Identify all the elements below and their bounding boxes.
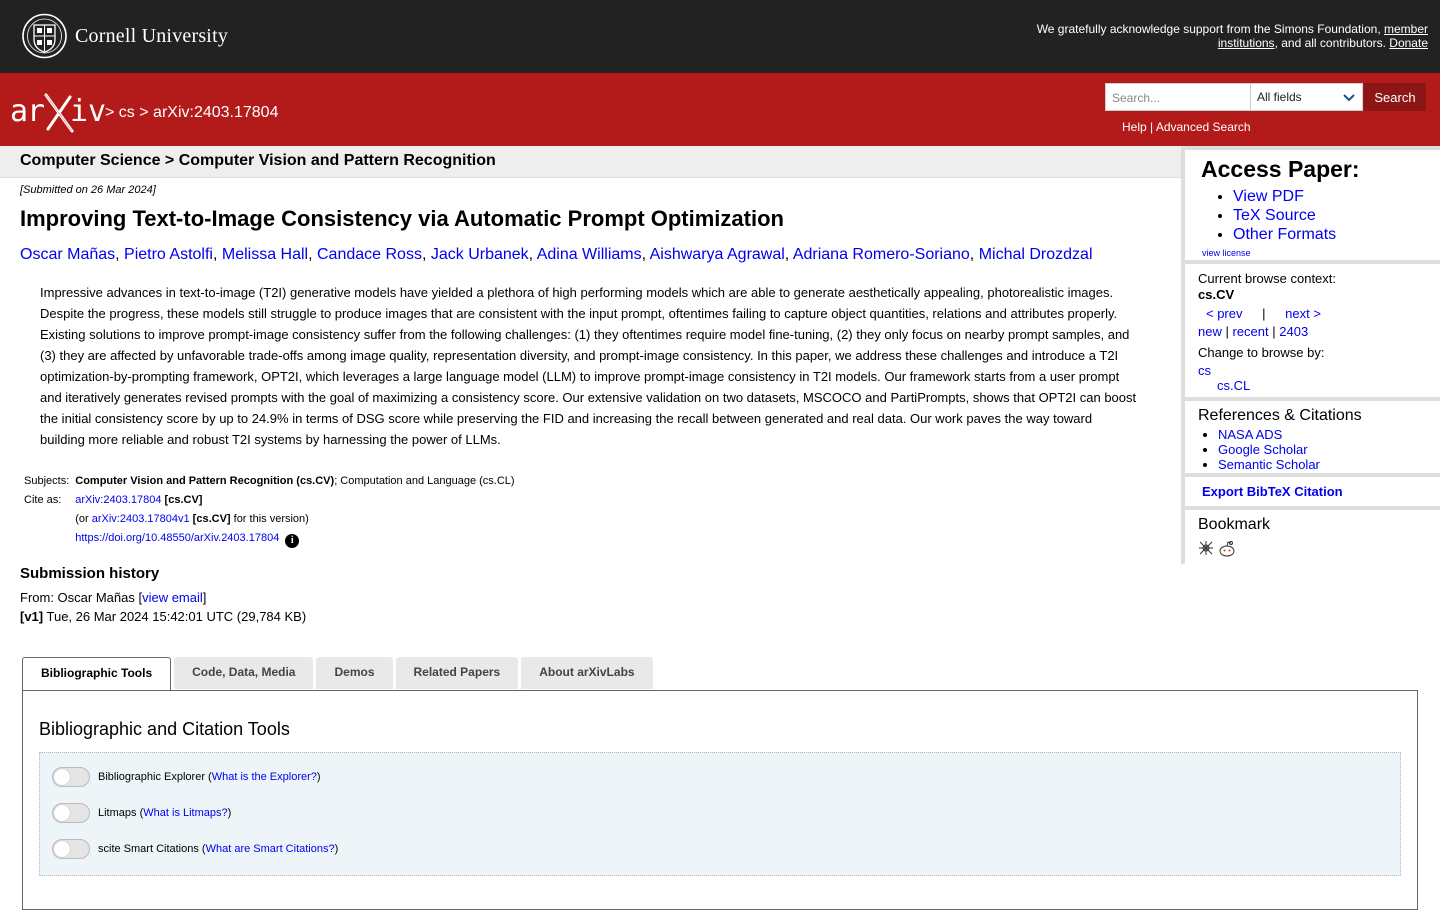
scite-info-link[interactable]: What are Smart Citations?	[205, 843, 335, 855]
tools-list	[39, 752, 1401, 876]
tab-demos[interactable]: Demos	[316, 657, 392, 689]
svg-text:iv: iv	[70, 94, 107, 129]
author-link[interactable]: Michal Drozdzal	[978, 246, 1093, 263]
paper-title: Improving Text-to-Image Consistency via Automatic Prompt Optimization	[20, 206, 784, 231]
browse-context-box: Current browse context: cs.CV < prev | next > new | recent | 2403 Change to browse by: cs cs.CL	[1185, 264, 1440, 397]
cite-label: Cite as:	[24, 494, 62, 506]
search-field-value: All fields	[1257, 90, 1302, 104]
litmaps-info-link[interactable]: What is Litmaps?	[143, 807, 228, 819]
subjects-row	[22, 472, 517, 491]
advanced-search-link[interactable]: Advanced Search	[1155, 120, 1251, 134]
version-v1-line: [v1] Tue, 26 Mar 2024 15:42:01 UTC (29,784 KB)	[20, 609, 307, 624]
author-link[interactable]: Oscar Mañas	[20, 246, 116, 263]
access-paper-box	[1185, 150, 1440, 260]
doi-link[interactable]: https://doi.org/10.48550/arXiv.2403.17804	[75, 532, 280, 544]
bibsonomy-icon[interactable]	[1198, 540, 1214, 556]
tool-row-explorer: Bibliographic Explorer ( What is the Explorer? )	[52, 767, 321, 787]
browse-context-value: cs.CV	[1198, 287, 1235, 302]
tools-heading: Bibliographic and Citation Tools	[39, 719, 290, 739]
main-content	[0, 146, 1182, 624]
help-link[interactable]: Help	[1122, 120, 1147, 134]
authors-list: Oscar Mañas, Pietro Astolfi, Melissa Hall, Candace Ross, Jack Urbanek, Adina Williams, Aishwarya Agrawal, Adriana Romero-Soriano, Michal Drozdzal	[20, 246, 1093, 263]
recent-link[interactable]: recent	[1232, 324, 1269, 339]
submitter-line: From: Oscar Mañas [view email]	[20, 590, 207, 605]
submission-dateline: [Submitted on 26 Mar 2024]	[20, 184, 156, 196]
support-acknowledgement: We gratefully acknowledge support from the Simons Foundation, member institutions, and all contributors. Donate	[1036, 22, 1428, 50]
change-browse-label: Change to browse by:	[1198, 345, 1325, 360]
cornell-header	[0, 0, 1440, 73]
reddit-icon[interactable]	[1218, 540, 1236, 558]
arxiv-header	[0, 73, 1440, 146]
references-title: References & Citations	[1198, 407, 1362, 424]
tex-source-link[interactable]: TeX Source	[1233, 207, 1316, 224]
tab-related-papers[interactable]: Related Papers	[396, 657, 519, 689]
export-bibtex-link[interactable]: Export BibTeX Citation	[1202, 484, 1343, 499]
subjects-value: Computer Vision and Pattern Recognition (cs.CV); Computation and Language (cs.CL)	[75, 475, 515, 487]
bookmark-box	[1185, 510, 1440, 568]
search-help-links: Help | Advanced Search	[1122, 120, 1251, 134]
view-pdf-link[interactable]: View PDF	[1233, 188, 1304, 205]
author-link[interactable]: Candace Ross	[317, 246, 422, 263]
search-form	[1105, 83, 1426, 111]
author-link[interactable]: Melissa Hall	[221, 246, 309, 263]
nasa-ads-link[interactable]: NASA ADS	[1218, 427, 1283, 442]
search-button[interactable]: Search	[1364, 83, 1426, 111]
export-box	[1185, 477, 1440, 506]
bibliographic-explorer-toggle[interactable]	[52, 767, 90, 787]
tool-row-scite: scite Smart Citations ( What are Smart Citations? )	[52, 839, 338, 859]
access-links	[1233, 187, 1427, 244]
access-paper-title: Access Paper:	[1201, 156, 1360, 182]
cornell-name: Cornell University	[75, 24, 229, 47]
google-scholar-link[interactable]: Google Scholar	[1218, 442, 1308, 457]
browse-cscl-link[interactable]: cs.CL	[1217, 378, 1251, 393]
other-formats-link[interactable]: Other Formats	[1233, 226, 1337, 243]
member-institutions-link[interactable]: member institutions	[1217, 22, 1428, 50]
cornell-logo[interactable]	[22, 13, 228, 59]
author-link[interactable]: Adriana Romero-Soriano	[792, 246, 970, 263]
cornell-seal-icon	[22, 13, 67, 59]
references-box	[1185, 401, 1440, 473]
view-email-link[interactable]: view email	[142, 590, 203, 605]
subjects-label: Subjects:	[24, 475, 70, 487]
browse-cs-link[interactable]: cs	[1198, 363, 1211, 378]
author-link[interactable]: Aishwarya Agrawal	[649, 246, 785, 263]
search-input[interactable]: Search...	[1105, 83, 1251, 111]
chevron-down-icon	[1342, 90, 1356, 104]
next-link[interactable]: next >	[1285, 306, 1321, 321]
cite-version-link[interactable]: arXiv:2403.17804v1	[91, 513, 190, 525]
prev-link[interactable]: < prev	[1206, 306, 1243, 321]
arxiv-logo[interactable]	[10, 93, 107, 138]
month-link[interactable]: 2403	[1279, 324, 1309, 339]
tool-row-litmaps: Litmaps ( What is Litmaps? )	[52, 803, 231, 823]
author-link[interactable]: Jack Urbanek	[430, 246, 529, 263]
arxiv-logo-icon	[10, 93, 107, 133]
author-link[interactable]: Adina Williams	[536, 246, 642, 263]
metadata-table	[20, 472, 519, 551]
category-heading: Computer Science > Computer Vision and Pattern Recognition	[0, 146, 1182, 178]
explorer-info-link[interactable]: What is the Explorer?	[211, 771, 317, 783]
submission-history-heading: Submission history	[20, 565, 160, 582]
svg-text:ar: ar	[10, 94, 45, 129]
semantic-scholar-link[interactable]: Semantic Scholar	[1218, 457, 1320, 472]
tab-bibliographic-tools[interactable]: Bibliographic Tools	[22, 657, 171, 691]
cite-arxiv-link[interactable]: arXiv:2403.17804	[75, 494, 162, 506]
scite-toggle[interactable]	[52, 839, 90, 859]
abstract: Impressive advances in text-to-image (T2I) generative models have yielded a plethora of high performing models which are able to generate aesthetically appealing, photorealistic images. Despite the progress, these models still struggle to produce images that are consistent with the input prompt, oftentimes failing to capture object quantities, relations and attributes properly. Existing solutions to improve prompt-image consistency suffer from the following challenges: (1) they oftentimes require model fine-tuning, (2) they only focus on nearby prompt samples, and (3) they are affected by unfavorable trade-offs among image quality, representation diversity, and prompt-image consistency. In this paper, we address these challenges and introduce a T2I optimization-by-prompting framework, OPT2I, which leverages a large language model (LLM) to improve prompt-image consistency in T2I models. Our framework starts from a user prompt and iteratively generates revised prompts with the goal of maximizing a consistency score. Our extensive validation on two datasets, MSCOCO and PartiPrompts, shows that OPT2I can boost the initial consistency score by up to 24.9% in terms of DSG score while preserving the FID and increasing the recall between generated and real data. Our work paves the way toward building more reliable and robust T2I systems by harnessing the power of LLMs.	[40, 285, 1137, 447]
donate-link[interactable]: Donate	[1389, 36, 1428, 50]
bibliographic-tools-panel	[22, 690, 1418, 910]
browse-context-label: Current browse context:	[1198, 271, 1337, 286]
version-label[interactable]: [v1]	[20, 609, 44, 624]
breadcrumb: > cs > arXiv:2403.17804	[105, 104, 279, 121]
new-link[interactable]: new	[1198, 324, 1222, 339]
tab-code-data-media[interactable]: Code, Data, Media	[174, 657, 313, 689]
labs-tabs	[22, 657, 653, 691]
breadcrumb-cs[interactable]: cs	[118, 104, 135, 121]
author-link[interactable]: Pietro Astolfi	[124, 246, 213, 263]
litmaps-toggle[interactable]	[52, 803, 90, 823]
view-license-link[interactable]: view license	[1202, 248, 1251, 258]
breadcrumb-paper-id: arXiv:2403.17804	[153, 104, 279, 121]
info-icon[interactable]: i	[285, 534, 299, 548]
tab-about-arxivlabs[interactable]: About arXivLabs	[521, 657, 652, 689]
sidebar	[1181, 146, 1440, 564]
cite-row: Cite as: arXiv:2403.17804 [cs.CV] (or arXiv:2403.17804v1 [cs.CV] for this version) https://doi.org/10.48550/arXiv.2403.17804 i	[22, 491, 517, 551]
bookmark-title: Bookmark	[1198, 516, 1271, 533]
references-links	[1218, 427, 1427, 472]
search-field-select[interactable]	[1251, 83, 1363, 111]
